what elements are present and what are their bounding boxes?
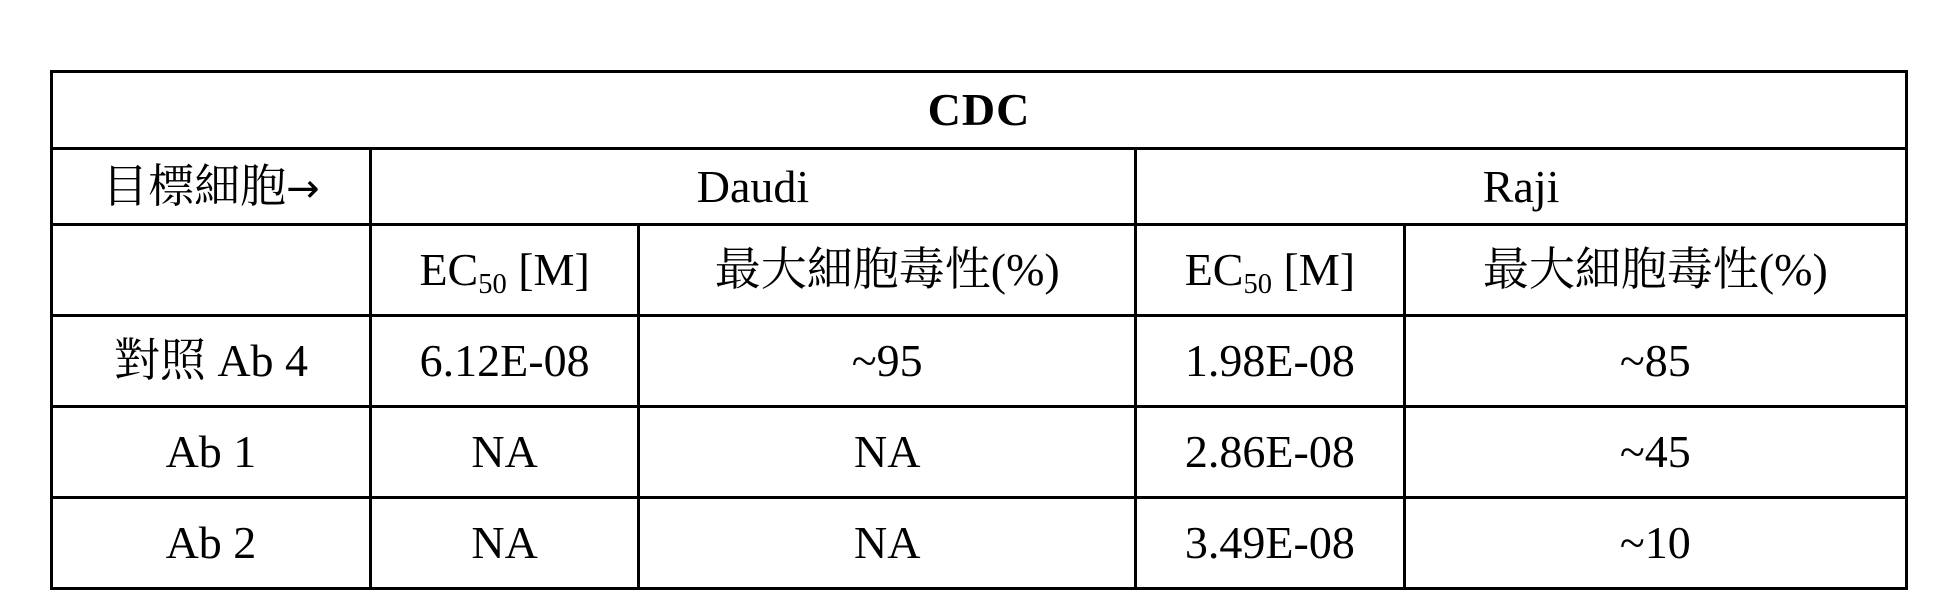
target-cell-label <box>52 149 371 225</box>
metric-header-row <box>52 225 1907 316</box>
header-raji-ec50 <box>1136 225 1405 316</box>
ec50-prefix-raji: EC <box>1184 244 1244 296</box>
target-cell-text: 目標細胞 <box>102 160 287 212</box>
cell-line-raji: Raji <box>1136 149 1907 225</box>
cell-raji-ec50: 1.98E-08 <box>1136 316 1405 407</box>
cdc-table-container <box>50 70 1908 590</box>
ec50-prefix-daudi: EC <box>419 244 479 296</box>
ec50-suffix-daudi: [M] <box>506 244 590 296</box>
cell-raji-ec50: 2.86E-08 <box>1136 407 1405 498</box>
table-title-row <box>52 72 1907 149</box>
cell-daudi-max: NA <box>639 407 1136 498</box>
ec50-subscript-daudi: 50 <box>478 268 507 300</box>
cell-daudi-max: NA <box>639 498 1136 589</box>
right-arrow-icon: → <box>286 165 320 212</box>
cell-daudi-ec50: NA <box>370 498 639 589</box>
cell-line-daudi: Daudi <box>370 149 1135 225</box>
row-label: Ab 1 <box>52 407 371 498</box>
ec50-suffix-raji: [M] <box>1272 244 1356 296</box>
row-label: Ab 2 <box>52 498 371 589</box>
table-row <box>52 407 1907 498</box>
ec50-subscript-raji: 50 <box>1243 268 1272 300</box>
cdc-results-table <box>50 70 1908 590</box>
header-daudi-max-cytotox: 最大細胞毒性(%) <box>639 225 1136 316</box>
table-row <box>52 316 1907 407</box>
header-daudi-ec50 <box>370 225 639 316</box>
row-label: 對照 Ab 4 <box>52 316 371 407</box>
cell-raji-ec50: 3.49E-08 <box>1136 498 1405 589</box>
cell-daudi-ec50: 6.12E-08 <box>370 316 639 407</box>
cell-raji-max: ~10 <box>1404 498 1906 589</box>
cell-daudi-ec50: NA <box>370 407 639 498</box>
cell-daudi-max: ~95 <box>639 316 1136 407</box>
cell-line-header-row <box>52 149 1907 225</box>
cell-raji-max: ~85 <box>1404 316 1906 407</box>
empty-corner-cell <box>52 225 371 316</box>
header-raji-max-cytotox: 最大細胞毒性(%) <box>1404 225 1906 316</box>
cell-raji-max: ~45 <box>1404 407 1906 498</box>
table-title: CDC <box>52 72 1907 149</box>
